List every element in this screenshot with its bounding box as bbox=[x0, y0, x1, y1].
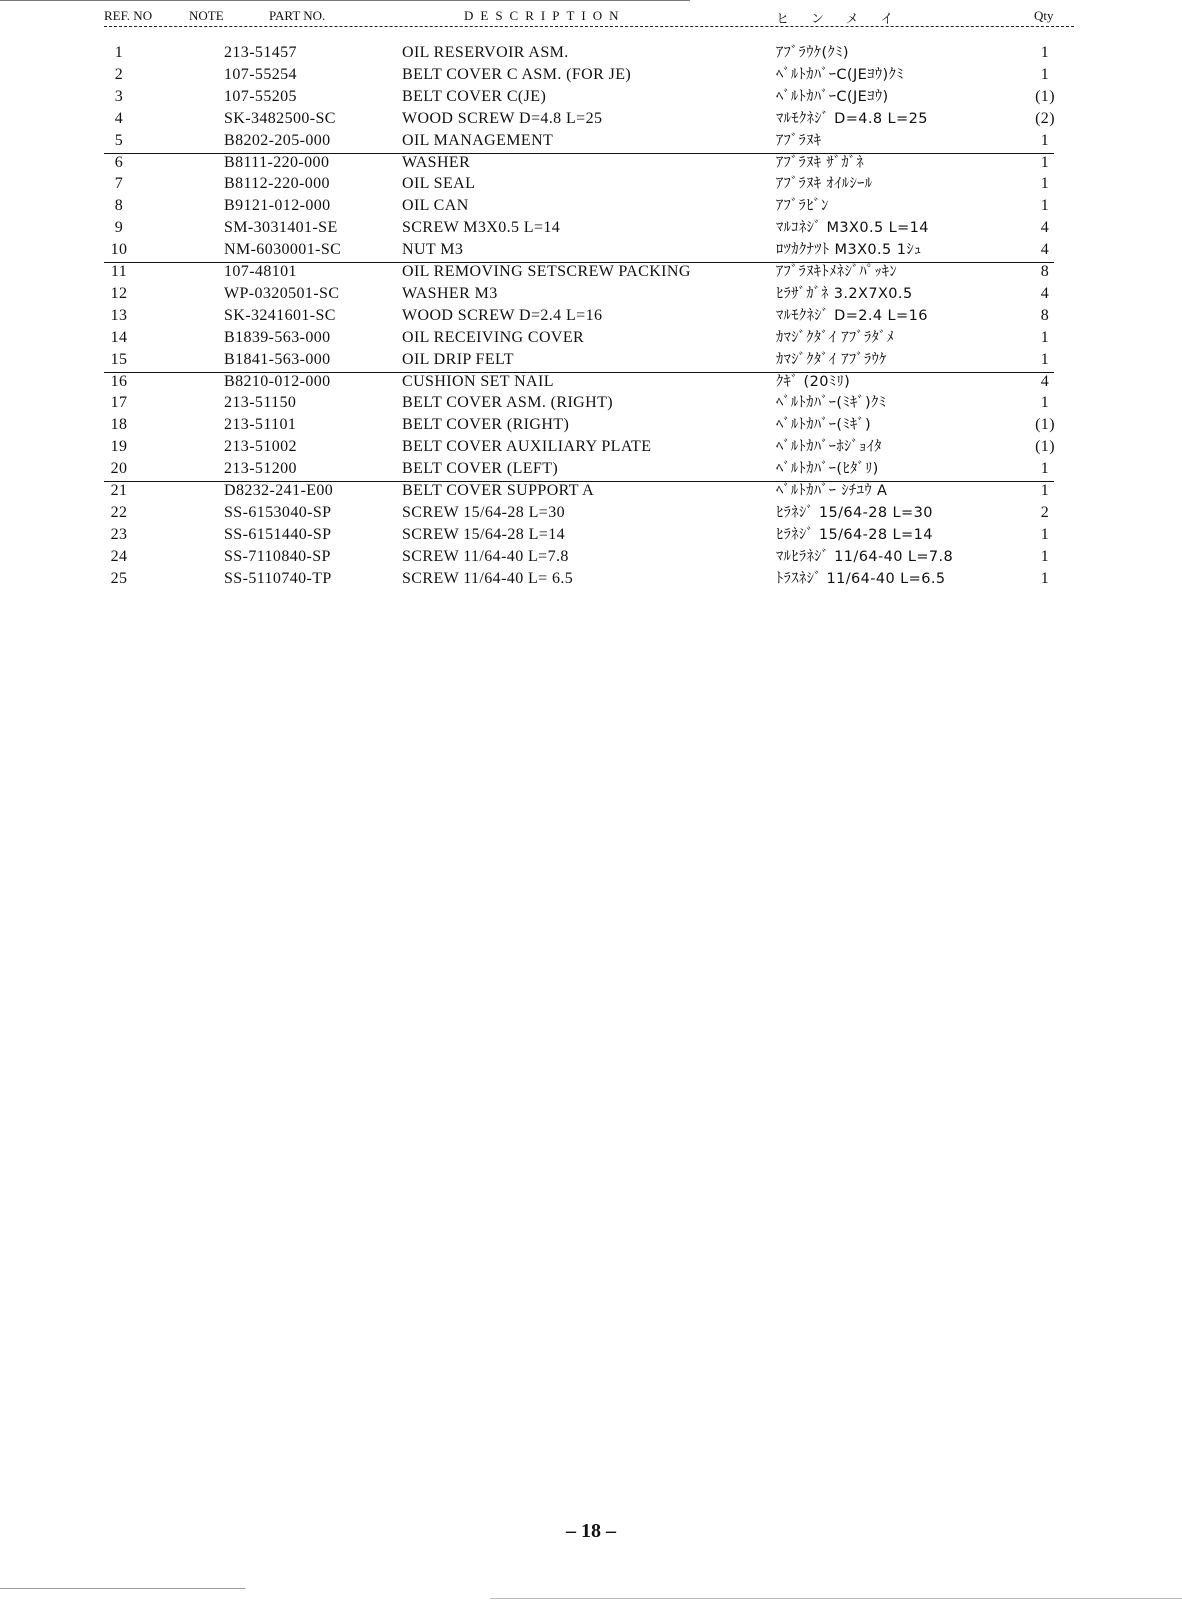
table-row bbox=[0, 108, 1182, 130]
kana-name-cell: ｱﾌﾞﾗﾇｷ ｻﾞｶﾞﾈ bbox=[776, 154, 864, 171]
ref-no-cell: 1 bbox=[114, 44, 124, 61]
table-row bbox=[0, 261, 1182, 283]
header-qty: Qty bbox=[1034, 8, 1054, 23]
description-cell: OIL SEAL bbox=[402, 175, 476, 193]
description-cell: OIL CAN bbox=[402, 197, 469, 215]
kana-name-cell: ｱﾌﾞﾗﾇｷﾄﾒﾈｼﾞﾊﾟｯｷﾝ bbox=[776, 264, 898, 280]
description-cell: SCREW 11/64-40 L= 6.5 bbox=[402, 569, 574, 587]
header-note: NOTE bbox=[189, 8, 224, 23]
description-cell: WOOD SCREW D=4.8 L=25 bbox=[402, 109, 603, 127]
table-row bbox=[0, 239, 1182, 261]
qty-cell: 1 bbox=[1040, 65, 1050, 83]
kana-name-cell: ﾋﾗﾈｼﾞ 15/64-28 L=14 bbox=[776, 526, 933, 543]
part-no-cell: 107-48101 bbox=[224, 263, 297, 280]
part-no-cell: WP-0320501-SC bbox=[224, 284, 340, 302]
part-no-cell: 213-51150 bbox=[224, 394, 297, 412]
header-ref-no: REF. NO bbox=[104, 8, 153, 23]
qty-cell: (1) bbox=[1035, 416, 1055, 434]
description-cell: BELT COVER SUPPORT A bbox=[402, 482, 595, 499]
ref-no-cell: 16 bbox=[110, 372, 128, 390]
ref-no-cell: 5 bbox=[114, 131, 124, 149]
ref-no-cell: 4 bbox=[114, 109, 124, 127]
ref-no-cell: 8 bbox=[114, 197, 124, 215]
header-dashed-rule bbox=[104, 26, 1074, 27]
description-cell: WASHER bbox=[402, 153, 471, 171]
part-no-cell: SK-3241601-SC bbox=[224, 306, 336, 324]
part-no-cell: B9121-012-000 bbox=[224, 197, 331, 215]
table-row bbox=[0, 480, 1182, 502]
kana-name-cell: ﾍﾞﾙﾄｶﾊﾞｰ ｼﾁﾕｳ A bbox=[776, 483, 888, 499]
part-no-cell: SS-5110740-TP bbox=[224, 569, 332, 587]
part-no-cell: B1839-563-000 bbox=[224, 328, 331, 346]
header-part-no: PART NO. bbox=[269, 8, 326, 23]
qty-cell: (1) bbox=[1035, 438, 1055, 456]
description-cell: OIL RESERVOIR ASM. bbox=[402, 44, 569, 61]
table-row bbox=[0, 130, 1182, 152]
ref-no-cell: 13 bbox=[110, 306, 128, 324]
kana-name-cell: ﾍﾞﾙﾄｶﾊﾞｰC(JEﾖｳ) bbox=[776, 88, 889, 105]
kana-name-cell: ﾍﾞﾙﾄｶﾊﾞｰC(JEﾖｳ)ｸﾐ bbox=[776, 66, 904, 83]
top-rule bbox=[0, 0, 690, 1]
qty-cell: 4 bbox=[1040, 241, 1050, 259]
qty-cell: 1 bbox=[1040, 525, 1050, 543]
part-no-cell: B8111-220-000 bbox=[224, 153, 330, 171]
kana-name-cell: ﾏﾙｺﾈｼﾞ M3X0.5 L=14 bbox=[776, 220, 929, 237]
part-no-cell: SM-3031401-SE bbox=[224, 219, 338, 237]
kana-name-cell: ｱﾌﾞﾗﾇｷ ｵｲﾙｼｰﾙ bbox=[776, 176, 873, 193]
description-cell: OIL DRIP FELT bbox=[402, 350, 514, 368]
table-row bbox=[0, 217, 1182, 239]
kana-name-cell: ﾏﾙﾓｸﾈｼﾞ D=2.4 L=16 bbox=[776, 307, 928, 324]
table-row bbox=[0, 86, 1182, 108]
table-row bbox=[0, 327, 1182, 349]
qty-cell: 1 bbox=[1040, 131, 1050, 149]
part-no-cell: 213-51101 bbox=[224, 416, 297, 434]
ref-no-cell: 17 bbox=[110, 394, 128, 412]
description-cell: BELT COVER ASM. (RIGHT) bbox=[402, 394, 613, 412]
kana-name-cell: ｸｷﾞ (20ﾐﾘ) bbox=[776, 373, 851, 390]
table-row bbox=[0, 64, 1182, 86]
kana-name-cell: ﾋﾗｻﾞｶﾞﾈ 3.2X7X0.5 bbox=[776, 285, 913, 302]
part-no-cell: B8210-012-000 bbox=[224, 372, 331, 390]
part-no-cell: SK-3482500-SC bbox=[224, 109, 336, 127]
ref-no-cell: 9 bbox=[114, 219, 124, 237]
part-no-cell: 107-55205 bbox=[224, 87, 297, 105]
qty-cell: (2) bbox=[1035, 109, 1055, 127]
ref-no-cell: 2 bbox=[114, 65, 124, 83]
description-cell: BELT COVER C(JE) bbox=[402, 87, 547, 105]
description-cell: SCREW 11/64-40 L=7.8 bbox=[402, 547, 569, 565]
table-row bbox=[0, 42, 1182, 64]
qty-cell: 1 bbox=[1040, 175, 1050, 193]
qty-cell: 8 bbox=[1040, 306, 1050, 324]
description-cell: SCREW 15/64-28 L=30 bbox=[402, 503, 565, 521]
qty-cell: 2 bbox=[1040, 503, 1050, 521]
ref-no-cell: 18 bbox=[110, 416, 128, 434]
qty-cell: 1 bbox=[1040, 328, 1050, 346]
table-row bbox=[0, 349, 1182, 371]
qty-cell: 1 bbox=[1040, 482, 1050, 499]
kana-name-cell: ﾄﾗｽﾈｼﾞ 11/64-40 L=6.5 bbox=[776, 570, 946, 587]
ref-no-cell: 19 bbox=[110, 438, 128, 456]
ref-no-cell: 6 bbox=[114, 153, 124, 171]
header-description: DESCRIPTION bbox=[464, 8, 626, 23]
qty-cell: 1 bbox=[1040, 394, 1050, 412]
kana-name-cell: ﾍﾞﾙﾄｶﾊﾞｰ(ﾐｷﾞ) bbox=[776, 417, 872, 434]
kana-name-cell: ｱﾌﾞﾗﾋﾞﾝ bbox=[776, 198, 829, 215]
qty-cell: 1 bbox=[1040, 460, 1050, 478]
header-kana: ヒンメイ bbox=[776, 11, 916, 26]
description-cell: BELT COVER C ASM. (FOR JE) bbox=[402, 65, 632, 83]
page-number: – 18 – bbox=[566, 1520, 616, 1542]
table-row bbox=[0, 195, 1182, 217]
table-row bbox=[0, 458, 1182, 480]
qty-cell: 1 bbox=[1040, 350, 1050, 368]
table-row bbox=[0, 524, 1182, 546]
description-cell: SCREW 15/64-28 L=14 bbox=[402, 525, 565, 543]
part-no-cell: SS-6151440-SP bbox=[224, 525, 332, 543]
ref-no-cell: 14 bbox=[110, 328, 128, 346]
bottom-rule-left bbox=[0, 1588, 245, 1589]
ref-no-cell: 25 bbox=[110, 569, 128, 587]
qty-cell: (1) bbox=[1035, 87, 1055, 105]
kana-name-cell: ﾋﾗﾈｼﾞ 15/64-28 L=30 bbox=[776, 504, 933, 521]
table-row bbox=[0, 436, 1182, 458]
description-cell: WOOD SCREW D=2.4 L=16 bbox=[402, 306, 603, 324]
ref-no-cell: 23 bbox=[110, 525, 128, 543]
qty-cell: 1 bbox=[1040, 569, 1050, 587]
part-no-cell: B1841-563-000 bbox=[224, 350, 331, 368]
part-no-cell: B8202-205-000 bbox=[224, 131, 331, 149]
table-row bbox=[0, 152, 1182, 174]
table-row bbox=[0, 414, 1182, 436]
kana-name-cell: ｶﾏｼﾞｸﾀﾞｲ ｱﾌﾞﾗｳｹ bbox=[776, 351, 887, 368]
table-row bbox=[0, 392, 1182, 414]
qty-cell: 1 bbox=[1040, 153, 1050, 171]
kana-name-cell: ﾍﾞﾙﾄｶﾊﾞｰ(ﾋﾀﾞﾘ) bbox=[776, 461, 879, 478]
part-no-cell: D8232-241-E00 bbox=[224, 482, 334, 499]
description-cell: NUT M3 bbox=[402, 241, 464, 259]
qty-cell: 1 bbox=[1040, 44, 1050, 61]
ref-no-cell: 15 bbox=[110, 350, 128, 368]
part-no-cell: B8112-220-000 bbox=[224, 175, 330, 193]
description-cell: OIL RECEIVING COVER bbox=[402, 328, 585, 346]
part-no-cell: 213-51002 bbox=[224, 438, 297, 456]
ref-no-cell: 11 bbox=[110, 263, 128, 280]
table-row bbox=[0, 283, 1182, 305]
kana-name-cell: ｶﾏｼﾞｸﾀﾞｲ ｱﾌﾞﾗﾀﾞﾒ bbox=[776, 329, 895, 346]
ref-no-cell: 3 bbox=[114, 87, 124, 105]
description-cell: BELT COVER AUXILIARY PLATE bbox=[402, 438, 652, 456]
table-row bbox=[0, 371, 1182, 393]
part-no-cell: 213-51200 bbox=[224, 460, 297, 478]
qty-cell: 4 bbox=[1040, 219, 1050, 237]
ref-no-cell: 21 bbox=[110, 482, 128, 499]
kana-name-cell: ﾍﾞﾙﾄｶﾊﾞｰ(ﾐｷﾞ)ｸﾐ bbox=[776, 395, 887, 412]
ref-no-cell: 10 bbox=[110, 241, 128, 259]
qty-cell: 8 bbox=[1040, 263, 1050, 280]
qty-cell: 4 bbox=[1040, 284, 1050, 302]
table-row bbox=[0, 502, 1182, 524]
ref-no-cell: 24 bbox=[110, 547, 128, 565]
description-cell: BELT COVER (RIGHT) bbox=[402, 416, 570, 434]
ref-no-cell: 12 bbox=[110, 284, 128, 302]
qty-cell: 1 bbox=[1040, 547, 1050, 565]
bottom-rule-right bbox=[490, 1598, 1182, 1599]
kana-name-cell: ｱﾌﾞﾗｳｹ(ｸﾐ) bbox=[776, 45, 849, 61]
ref-no-cell: 22 bbox=[110, 503, 128, 521]
description-cell: SCREW M3X0.5 L=14 bbox=[402, 219, 561, 237]
part-no-cell: 213-51457 bbox=[224, 44, 297, 61]
table-row bbox=[0, 305, 1182, 327]
kana-name-cell: ﾏﾙﾓｸﾈｼﾞ D=4.8 L=25 bbox=[776, 110, 928, 127]
part-no-cell: 107-55254 bbox=[224, 65, 297, 83]
kana-name-cell: ﾛﾂｶｸﾅﾂﾄ M3X0.5 1ｼｭ bbox=[776, 242, 922, 259]
part-no-cell: NM-6030001-SC bbox=[224, 241, 342, 259]
kana-name-cell: ﾍﾞﾙﾄｶﾊﾞｰﾎｼﾞｮｲﾀ bbox=[776, 439, 882, 456]
ref-no-cell: 20 bbox=[110, 460, 128, 478]
kana-name-cell: ﾏﾙﾋﾗﾈｼﾞ 11/64-40 L=7.8 bbox=[776, 548, 954, 565]
description-cell: WASHER M3 bbox=[402, 284, 498, 302]
table-row bbox=[0, 546, 1182, 568]
table-row bbox=[0, 568, 1182, 590]
qty-cell: 1 bbox=[1040, 197, 1050, 215]
part-no-cell: SS-6153040-SP bbox=[224, 503, 332, 521]
table-row bbox=[0, 173, 1182, 195]
description-cell: BELT COVER (LEFT) bbox=[402, 460, 559, 478]
qty-cell: 4 bbox=[1040, 372, 1050, 390]
description-cell: CUSHION SET NAIL bbox=[402, 372, 554, 390]
description-cell: OIL REMOVING SETSCREW PACKING bbox=[402, 263, 691, 280]
description-cell: OIL MANAGEMENT bbox=[402, 131, 554, 149]
ref-no-cell: 7 bbox=[114, 175, 124, 193]
kana-name-cell: ｱﾌﾞﾗﾇｷ bbox=[776, 132, 822, 149]
part-no-cell: SS-7110840-SP bbox=[224, 547, 331, 565]
